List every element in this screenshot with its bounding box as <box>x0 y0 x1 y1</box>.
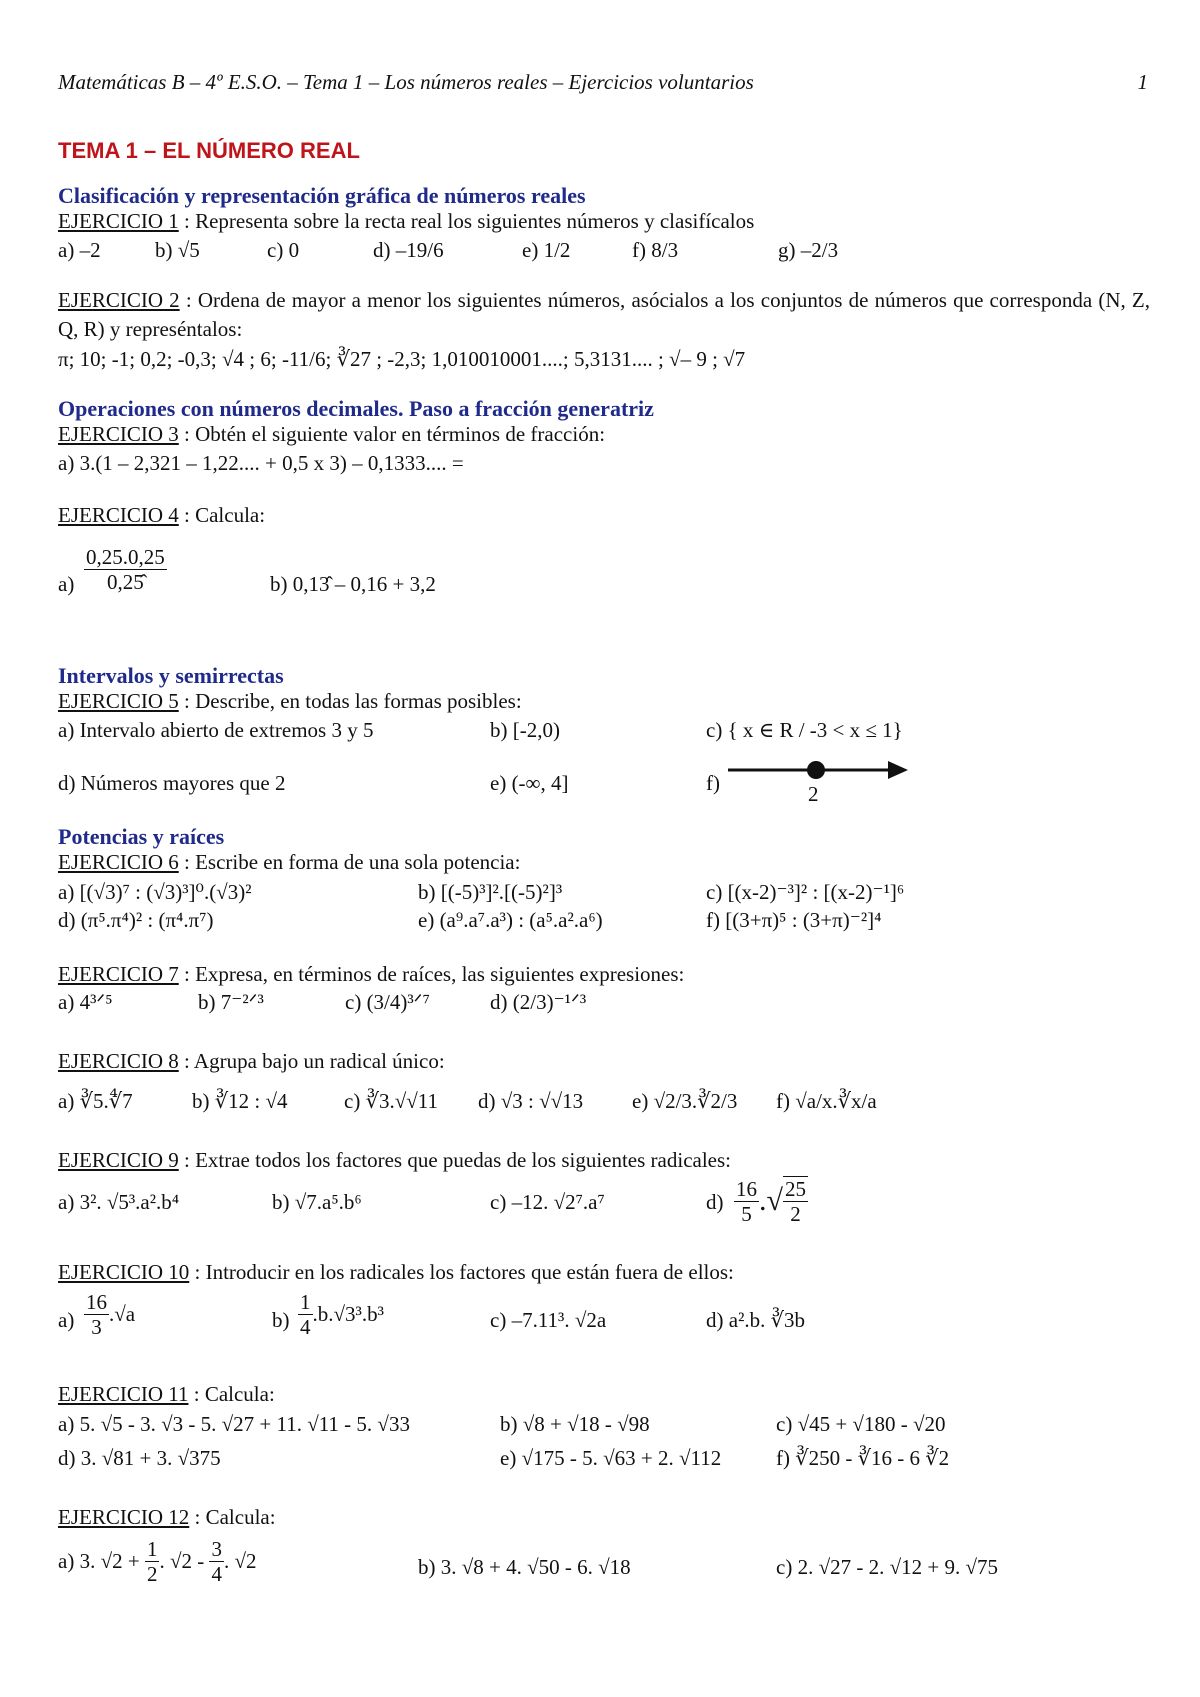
page-header <box>58 70 1148 95</box>
exercise-12-a-pre: a) 3. √2 + <box>58 1549 140 1573</box>
exercise-3-item-a: a) 3.(1 – 2,321 – 1,22.... + 0,5 x 3) – 0,1333.... = <box>58 451 464 475</box>
exercise-12-a-num2: 3 <box>211 1537 222 1561</box>
exercise-10-a-numerator: 16 <box>86 1290 107 1314</box>
closed-point-marker <box>807 761 825 779</box>
exercise-9-item-b: b) √7.a⁵.b⁶ <box>272 1190 362 1214</box>
exercise-5-item-e: e) (-∞, 4] <box>490 771 569 795</box>
exercise-9-item-d: $\frac{16}{5}$ .√ $\frac{25}{2}$ <box>736 1176 806 1226</box>
exercise-3-label: EJERCICIO 3 <box>58 422 179 446</box>
exercise-1-item-b: b) √5 <box>155 238 200 262</box>
exercise-9-d-numerator: 16 <box>736 1176 757 1201</box>
exercise-6-statement <box>58 850 520 875</box>
exercise-11-item-f: f) ∛250 - ∛16 - 6 ∛2 <box>776 1446 950 1470</box>
exercise-3-statement <box>58 422 605 447</box>
exercise-11-item-e: e) √175 - 5. √63 + 2. √112 <box>500 1446 722 1470</box>
exercise-4-item-b: b) 0,13̂ – 0,16 + 3,2 <box>270 572 436 596</box>
exercise-9-item-c: c) –12. √2⁷.a⁷ <box>490 1190 605 1214</box>
exercise-9-d-radicand-denominator: 2 <box>790 1202 801 1226</box>
exercise-12-item-b: b) 3. √8 + 4. √50 - 6. √18 <box>418 1555 631 1579</box>
exercise-10-b-denominator: 4 <box>300 1315 311 1339</box>
exercise-1-item-g: g) –2/3 <box>778 238 839 262</box>
section-heading-4: Potencias y raíces <box>58 824 225 849</box>
exercise-12-a-mid: . √2 - <box>159 1549 205 1573</box>
exercise-12-item-a <box>58 1537 257 1586</box>
exercise-6-item-a: a) [(√3)⁷ : (√3)³]⁰.(√3)² <box>58 880 252 904</box>
exercise-5-item-d: d) Números mayores que 2 <box>58 771 286 795</box>
exercise-6-item-d: d) (π⁵.π⁴)² : (π⁴.π⁷) <box>58 908 214 932</box>
exercise-1-item-a: a) –2 <box>58 238 101 262</box>
exercise-5-item-b: b) [-2,0) <box>490 718 560 742</box>
exercise-1-statement <box>58 209 754 234</box>
exercise-7-item-a: a) 4³ᐟ⁵ <box>58 990 113 1014</box>
exercise-5-statement <box>58 689 522 714</box>
header-title: Matemáticas B – 4º E.S.O. – Tema 1 – Los números reales – Ejercicios voluntarios <box>58 70 754 94</box>
exercise-2-text: : Ordena de mayor a menor los siguientes números, asócialos a los conjuntos de números que corresponda (N, Z, Q, R) y represéntalos: <box>58 288 1150 341</box>
exercise-10-a-prefix: a) <box>58 1308 75 1332</box>
exercise-12-a-end: . √2 <box>223 1549 257 1573</box>
exercise-6-item-c: c) [(x-2)⁻³]² : [(x-2)⁻¹]⁶ <box>706 880 905 904</box>
exercise-5-item-a: a) Intervalo abierto de extremos 3 y 5 <box>58 718 374 742</box>
document-title: TEMA 1 – EL NÚMERO REAL <box>58 138 360 163</box>
exercise-10-a-rest: .√a <box>109 1302 136 1326</box>
exercise-10-item-a <box>84 1290 135 1339</box>
exercise-6-item-f: f) [(3+π)⁵ : (3+π)⁻²]⁴ <box>706 908 882 932</box>
exercise-12-a-num1: 1 <box>146 1537 158 1561</box>
section-heading-2: Operaciones con números decimales. Paso a fracción generatriz <box>58 396 654 421</box>
exercise-4-label: EJERCICIO 4 <box>58 503 179 527</box>
exercise-8-label: EJERCICIO 8 <box>58 1049 179 1073</box>
exercise-5-label: EJERCICIO 5 <box>58 689 179 713</box>
exercise-5-item-c: c) { x ∈ R / -3 < x ≤ 1} <box>706 718 903 742</box>
exercise-5-text: : Describe, en todas las formas posibles: <box>178 689 522 713</box>
exercise-1-item-f: f) 8/3 <box>632 238 679 262</box>
exercise-12-statement <box>58 1505 276 1530</box>
exercise-4-a-prefix: a) <box>58 572 75 596</box>
exercise-11-text: : Calcula: <box>188 1382 275 1406</box>
exercise-4-a-fraction <box>84 545 167 594</box>
exercise-11-label: EJERCICIO 11 <box>58 1382 189 1406</box>
exercise-8-item-c: c) ∛3.√√11 <box>344 1089 438 1113</box>
exercise-10-text: : Introducir en los radicales los factores que están fuera de ellos: <box>189 1260 734 1284</box>
exercise-9-d-denominator: 5 <box>741 1201 752 1226</box>
exercise-9-item-a: a) 3². √5³.a².b⁴ <box>58 1190 180 1214</box>
semiline-diagram <box>728 752 908 812</box>
exercise-7-item-d: d) (2/3)⁻¹ᐟ³ <box>490 990 587 1014</box>
exercise-2-statement <box>58 286 1150 344</box>
exercise-2-list: π; 10; -1; 0,2; -0,3; √4 ; 6; -11/6; ∛27 ; -2,3; 1,010010001....; 5,3131.... ; √– 9 ; √7 <box>58 347 746 371</box>
exercise-9-item-d-prefix: d) <box>706 1190 724 1214</box>
exercise-6-item-e: e) (a⁹.a⁷.a³) : (a⁵.a².a⁶) <box>418 908 603 932</box>
exercise-11-item-c: c) √45 + √180 - √20 <box>776 1412 946 1436</box>
exercise-7-item-b: b) 7⁻²ᐟ³ <box>198 990 264 1014</box>
section-heading-1: Clasificación y representación gráfica de números reales <box>58 183 586 208</box>
exercise-9-label: EJERCICIO 9 <box>58 1148 179 1172</box>
exercise-4-statement <box>58 503 265 528</box>
exercise-1-item-e: e) 1/2 <box>522 238 571 262</box>
exercise-12-item-c: c) 2. √27 - 2. √12 + 9. √75 <box>776 1555 998 1579</box>
exercise-8-item-d: d) √3 : √√13 <box>478 1089 584 1113</box>
exercise-6-text: : Escribe en forma de una sola potencia: <box>178 850 521 874</box>
exercise-4-text: : Calcula: <box>178 503 266 527</box>
exercise-1-label: EJERCICIO 1 <box>58 209 179 233</box>
exercise-8-item-f: f) √a/x.∛x/a <box>776 1089 877 1113</box>
exercise-7-item-c: c) (3/4)³ᐟ⁷ <box>345 990 430 1014</box>
exercise-11-item-a: a) 5. √5 - 3. √3 - 5. √27 + 11. √11 - 5. √33 <box>58 1412 410 1436</box>
exercise-9-text: : Extrae todos los factores que puedas de los siguientes radicales: <box>178 1148 732 1172</box>
exercise-8-item-a: a) ∛5.∜7 <box>58 1089 133 1113</box>
exercise-10-b-rest: .b.√3³.b³ <box>312 1302 384 1326</box>
exercise-4-a-numerator: 0,25.0,25 <box>86 545 165 569</box>
exercise-11-item-b: b) √8 + √18 - √98 <box>500 1412 650 1436</box>
exercise-11-statement <box>58 1382 275 1407</box>
exercise-1-text: : Representa sobre la recta real los siguientes números y clasifícalos <box>178 209 755 233</box>
exercise-12-a-den2: 4 <box>211 1562 222 1586</box>
exercise-10-item-c: c) –7.11³. √2a <box>490 1308 607 1332</box>
section-heading-3: Intervalos y semirrectas <box>58 663 284 688</box>
exercise-8-item-b: b) ∛12 : √4 <box>192 1089 288 1113</box>
exercise-6-label: EJERCICIO 6 <box>58 850 179 874</box>
exercise-9-d-radicand-numerator: 25 <box>784 1177 806 1201</box>
exercise-1-item-d: d) –19/6 <box>373 238 444 262</box>
exercise-3-text: : Obtén el siguiente valor en términos de fracción: <box>178 422 606 446</box>
exercise-9-statement <box>58 1148 731 1173</box>
semiline-point-label: 2 <box>808 782 819 806</box>
exercise-10-item-b <box>298 1290 384 1339</box>
exercise-8-statement <box>58 1049 445 1074</box>
exercise-12-a-den1: 2 <box>146 1562 158 1586</box>
exercise-5-item-f: f) <box>706 771 720 795</box>
exercise-1-item-c: c) 0 <box>267 238 300 262</box>
exercise-11-item-d: d) 3. √81 + 3. √375 <box>58 1446 221 1470</box>
exercise-2-label: EJERCICIO 2 <box>58 288 180 312</box>
exercise-8-item-e: e) √2/3.∛2/3 <box>632 1089 738 1113</box>
exercise-10-item-d: d) a².b. ∛3b <box>706 1308 805 1332</box>
page-number: 1 <box>1137 70 1148 94</box>
exercise-12-text: : Calcula: <box>189 1505 276 1529</box>
exercise-10-statement <box>58 1260 734 1285</box>
exercise-7-statement <box>58 962 684 987</box>
exercise-4-a-denominator: 0,25̂ <box>107 570 144 594</box>
exercise-8-text: : Agrupa bajo un radical único: <box>178 1049 445 1073</box>
exercise-12-label: EJERCICIO 12 <box>58 1505 190 1529</box>
exercise-10-a-denominator: 3 <box>91 1315 102 1339</box>
exercise-10-b-numerator: 1 <box>300 1290 311 1314</box>
exercise-10-label: EJERCICIO 10 <box>58 1260 190 1284</box>
exercise-7-text: : Expresa, en términos de raíces, las siguientes expresiones: <box>178 962 685 986</box>
exercise-6-item-b: b) [(-5)³]².[(-5)²]³ <box>418 880 563 904</box>
exercise-10-b-prefix: b) <box>272 1308 290 1332</box>
exercise-7-label: EJERCICIO 7 <box>58 962 179 986</box>
